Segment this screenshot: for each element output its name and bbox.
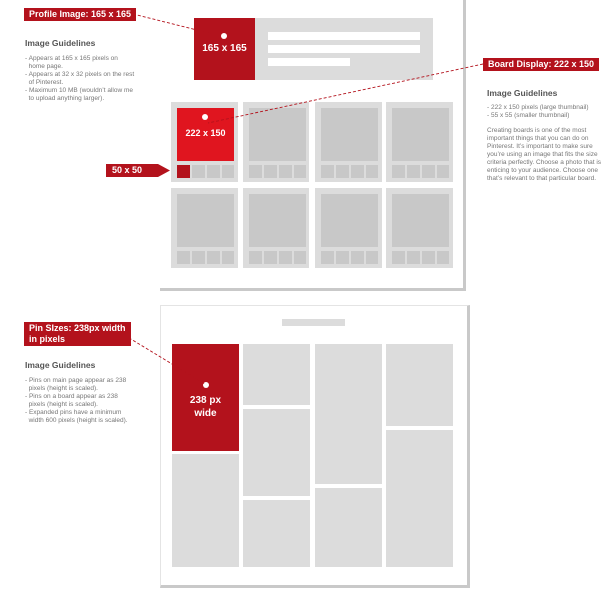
pin-guidelines-list bbox=[25, 377, 150, 425]
guideline-item: - Expanded pins have a minimum width 600 pixels (height is scaled). bbox=[25, 409, 128, 424]
thumbnail-size-label: 50 x 50 bbox=[112, 165, 143, 175]
guideline-item: - 222 x 150 pixels (large thumbnail) bbox=[487, 104, 589, 111]
board-guidelines-title: Image Guidelines bbox=[487, 88, 558, 98]
board-guidelines-list bbox=[487, 104, 607, 120]
guideline-item: - Pins on main page appear as 238 pixels (height is scaled). bbox=[25, 377, 127, 392]
pin-guidelines-title: Image Guidelines bbox=[25, 360, 96, 370]
guideline-item: - Maximum 10 MB (wouldn’t allow me to upload anything larger). bbox=[25, 87, 134, 102]
guideline-item: - 55 x 55 (smaller thumbnail) bbox=[487, 112, 570, 119]
profile-size-tag: Profile Image: 165 x 165 bbox=[24, 8, 136, 21]
profile-guidelines-list bbox=[25, 55, 145, 103]
guideline-item: - Pins on a board appear as 238 pixels (height is scaled). bbox=[25, 393, 118, 408]
guideline-item: - Appears at 32 x 32 pixels on the rest of Pinterest. bbox=[25, 71, 135, 86]
pin-size-tag: Pin SIzes: 238px width in pixels bbox=[24, 322, 131, 346]
profile-guidelines-title: Image Guidelines bbox=[25, 38, 96, 48]
profile-dimension-label: 165 x 165 bbox=[202, 43, 247, 54]
board-description: Creating boards is one of the most important things that you can do on Pinterest. It’s important to make sure you’re using an image that fits the size criteria perfectly. Choose a photo that is enticing to your audience. Choose one that’s relevant to that particular board. bbox=[487, 127, 602, 182]
board-size-tag: Board Display: 222 x 150 bbox=[483, 58, 599, 71]
thumbnail-size-tag bbox=[106, 164, 156, 177]
board-dimension-label: 222 x 150 bbox=[185, 128, 226, 138]
pin-dimension-label: 238 px wide bbox=[189, 395, 222, 419]
guideline-item: - Appears at 165 x 165 pixels on home page. bbox=[25, 55, 118, 70]
